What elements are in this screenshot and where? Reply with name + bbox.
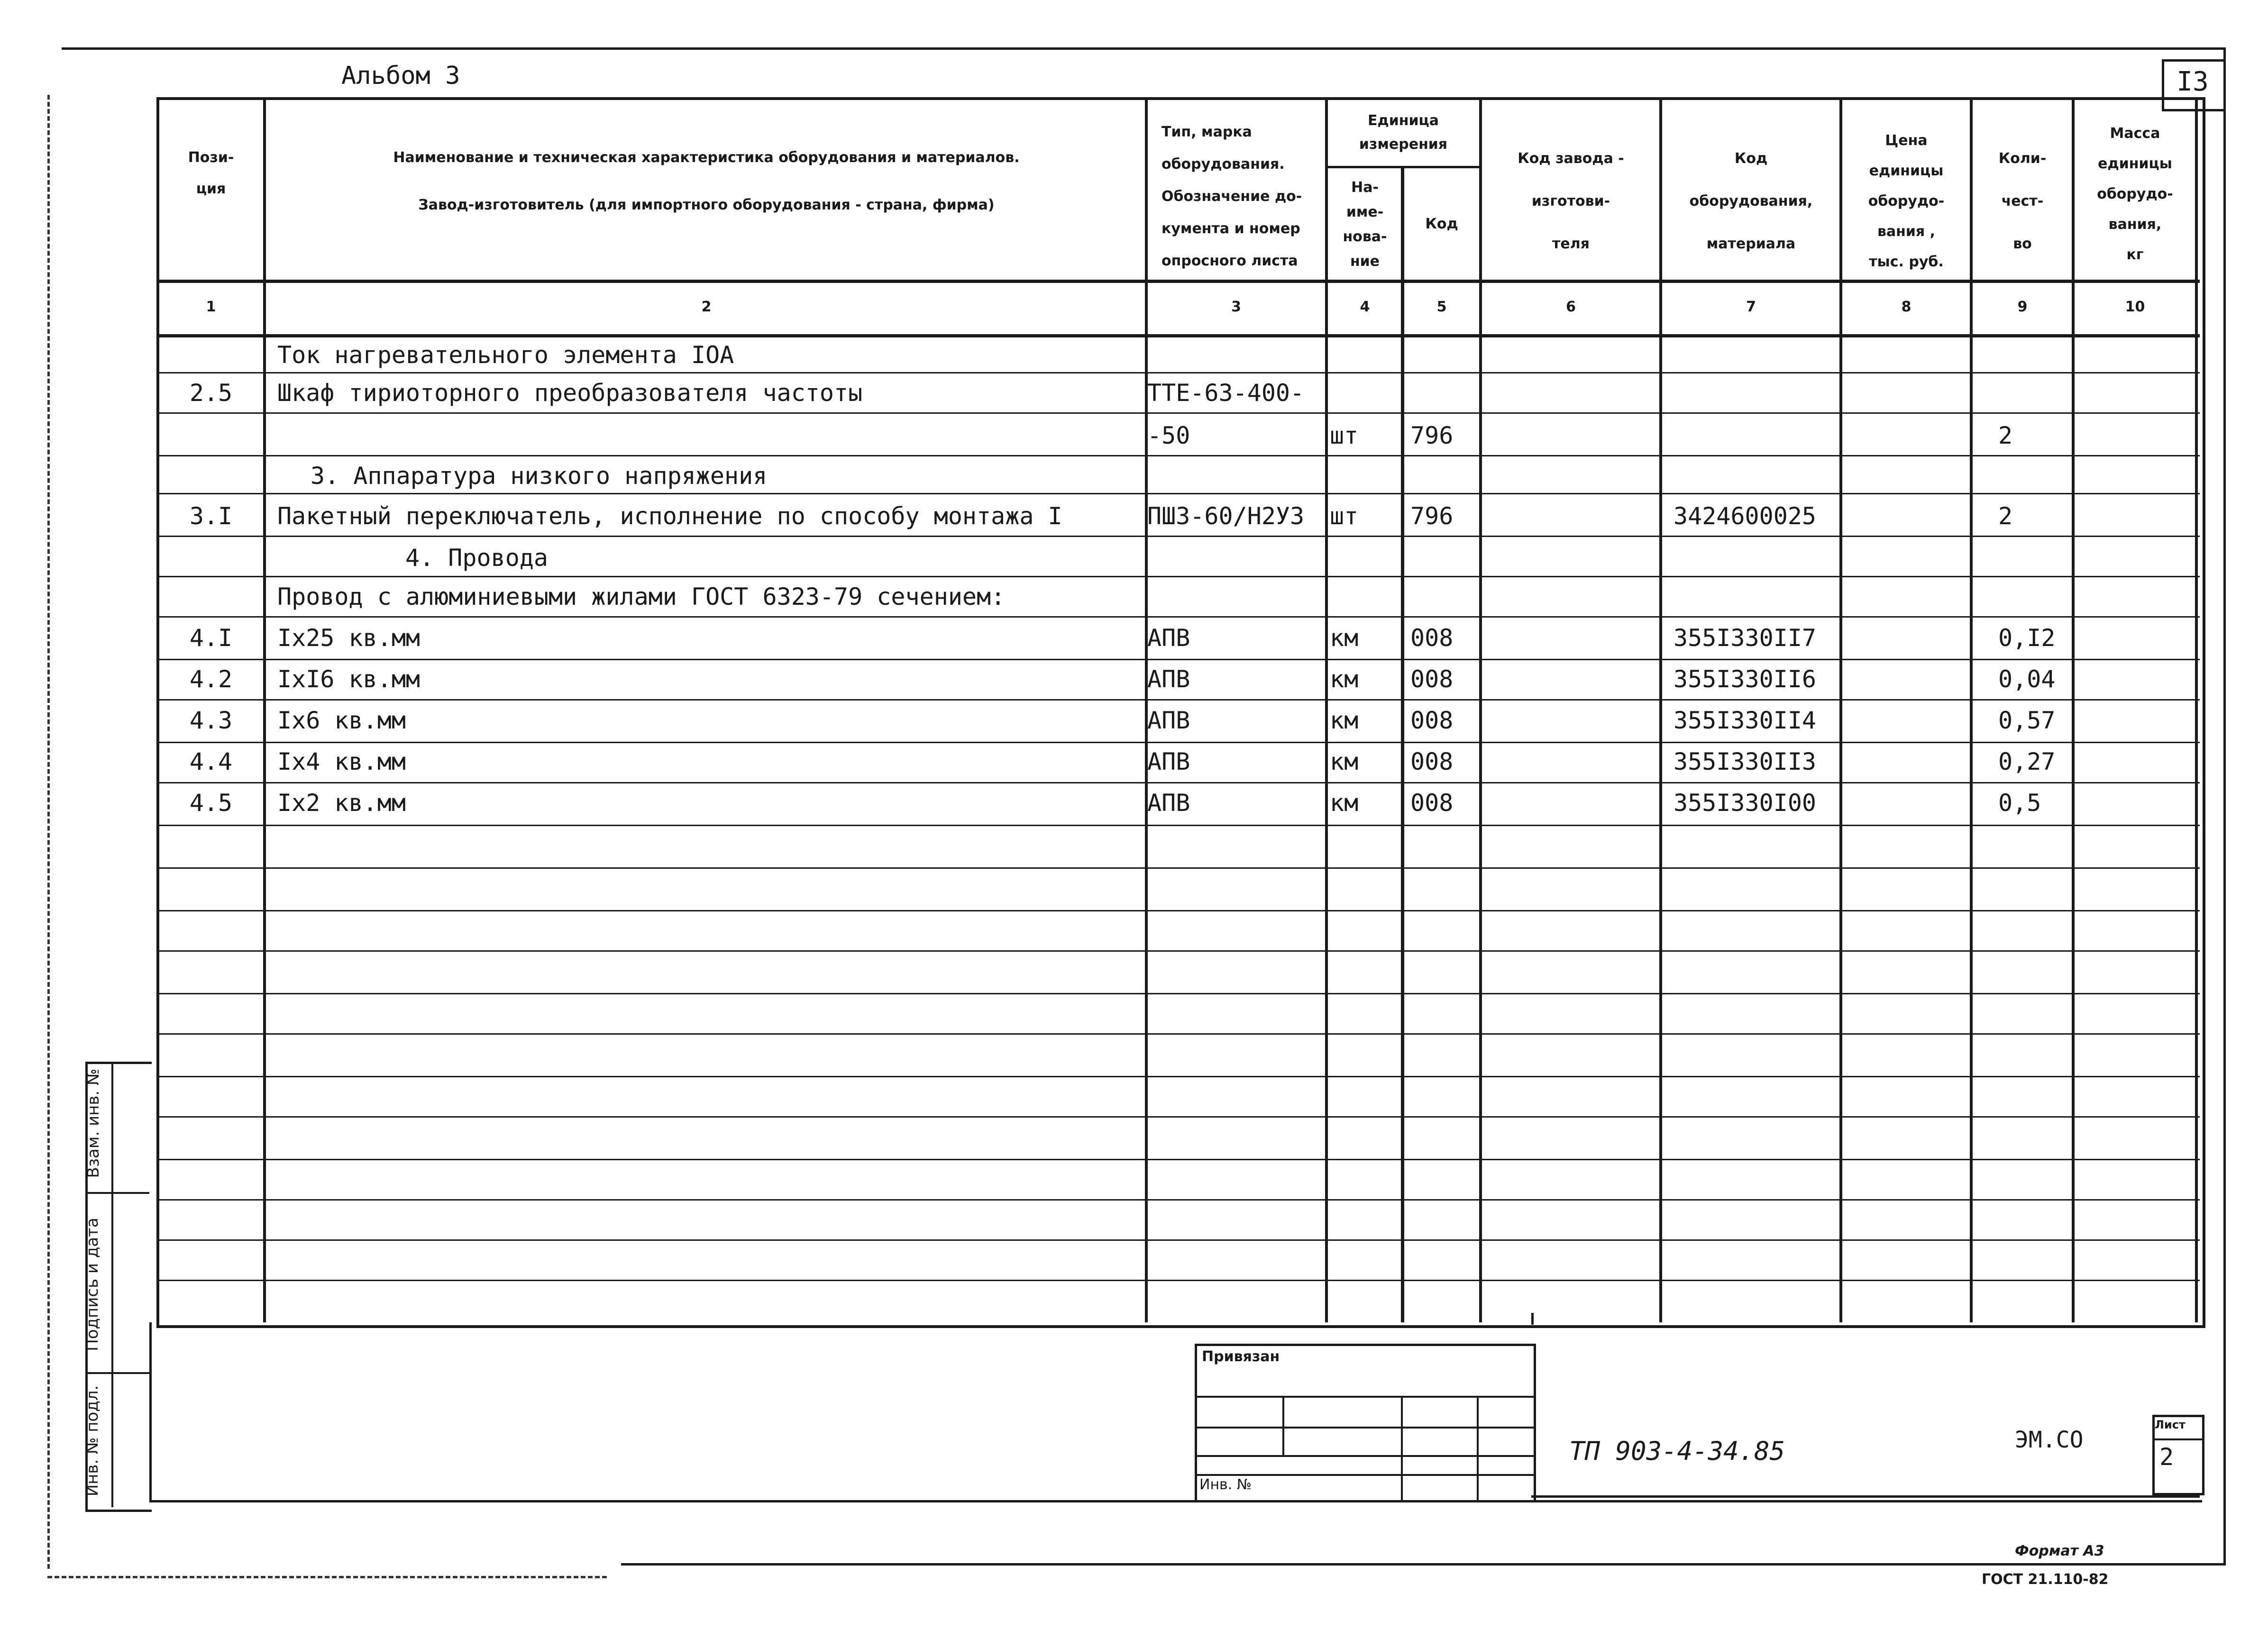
row-line [156,1199,2200,1201]
cell-name: Iх2 кв.мм [277,789,406,817]
bottom-border [621,1563,2226,1565]
doc-code-line [1531,1313,1534,1325]
cell-pos: 4.4 [189,748,233,775]
cell-qty: 0,I2 [1998,624,2056,652]
cell-code: 796 [1410,502,1454,530]
header-col1: Пози- ция [188,149,234,197]
inv-no-label: Инв. № [1199,1476,1252,1493]
colnum-4: 4 [1360,299,1370,315]
header-col10: Масса единицы оборудо- вания, кг [2097,125,2173,263]
cell-equip: 355I330II4 [1674,707,1817,734]
left-dashed-border [47,95,50,1569]
row-line [156,699,2200,701]
colnum-10: 10 [2125,299,2145,315]
cell-code: 008 [1410,707,1454,734]
header-col4: На- име- нова- ние [1343,179,1387,270]
privyazan-row-line [1195,1455,1534,1457]
colnum-7: 7 [1746,299,1756,315]
right-border [2223,47,2226,1564]
row-line [156,1076,2200,1077]
cell-name: Iх4 кв.мм [277,748,406,775]
colnum-6: 6 [1566,299,1576,315]
row-line [156,1033,2200,1035]
cell-qty: 0,5 [1998,789,2041,817]
colnum-bottom-line [156,334,2200,337]
cell-code: 008 [1410,748,1454,775]
sheet-number: I3 [2177,66,2209,97]
row-line [156,1159,2200,1160]
format-label: Формат А3 [2015,1543,2104,1559]
colnum-2: 2 [701,299,712,315]
cell-qty: 0,27 [1998,748,2056,775]
cell-qty: 2 [1998,422,2013,449]
privyazan-row-line [1195,1474,1534,1476]
row-line [156,910,2200,911]
cell-name: Пакетный переключатель, исполнение по способу монтажа I [277,502,1062,530]
cell-name: Шкаф тириоторного преобразователя частоты [277,379,863,407]
cell-code: 796 [1410,422,1454,449]
cell-type: АПВ [1147,624,1190,652]
cell-equip: 355I330II7 [1674,624,1817,652]
cell-name: 3. Аппаратура низкого напряжения [311,462,768,490]
row-line [156,1239,2200,1241]
row-line [156,782,2200,783]
top-border [62,47,2223,50]
cell-type: АПВ [1147,789,1190,817]
cell-pos: 4.3 [189,707,233,734]
cell-type: АПВ [1147,748,1190,775]
row-line [156,1280,2200,1281]
header-col7: Код оборудования, материала [1689,150,1813,252]
side-stamp-divider [85,1192,149,1194]
privyazan-row-line [1195,1396,1534,1398]
cell-equip: 355I330II6 [1674,665,1817,693]
cell-qty: 2 [1998,502,2013,530]
privyazan-col-line [1282,1396,1284,1455]
privyazan-row-line [1195,1427,1534,1429]
cell-type: -50 [1147,422,1190,449]
header-col2-line2: Завод-изготовитель (для импортного оборудования - страна, фирма) [418,197,995,213]
colnum-5: 5 [1436,299,1447,315]
row-line [156,950,2200,952]
row-line [156,742,2200,743]
cell-type: АПВ [1147,665,1190,693]
row-line [156,616,2200,618]
colnum-3: 3 [1231,299,1241,315]
col-divider [1401,166,1404,1322]
cell-type: ПШЗ-60/Н2УЗ [1147,502,1305,530]
cell-pos: 4.2 [189,665,233,693]
cell-name: 4. Провода [405,544,549,572]
header-col5: Код [1425,216,1458,232]
header-col3: Тип, марка оборудования. Обозначение до- кумента и номер опросного листа [1161,124,1302,269]
cell-unit: км [1330,748,1359,775]
privyazan-col-line [1477,1396,1479,1500]
cell-name: Провод с алюминиевыми жилами ГОСТ 6323-79 сечением: [277,583,1006,610]
cell-code: 008 [1410,665,1454,693]
row-line [156,493,2200,494]
doc-mark: ЭМ.СО [2015,1427,2084,1453]
bottom-dashed-border [47,1576,607,1578]
row-line [156,536,2200,537]
header-col8: Цена единицы оборудо- вания , тыс. руб. [1868,132,1945,270]
cell-name: Iх6 кв.мм [277,707,406,734]
header-unit-group: Единица измерения [1359,112,1448,153]
row-line [156,455,2200,456]
list-box-divider [2152,1438,2202,1440]
side-label-podpis: Подпись и дата [83,1218,102,1351]
doc-code-underline [1531,1495,2200,1498]
list-value: 2 [2159,1443,2174,1471]
privyazan-col-line [1401,1396,1403,1500]
cell-pos: 4.I [189,624,233,652]
cell-unit: км [1330,707,1359,734]
cell-pos: 4.5 [189,789,233,817]
cell-type: ТТЕ-63-400- [1147,379,1305,407]
side-label-vzam: Взам. инв. № [84,1068,103,1178]
cell-pos: 2.5 [189,379,233,407]
title-block [149,1322,2202,1502]
cell-name: Iх25 кв.мм [277,624,421,652]
cell-type: АПВ [1147,707,1190,734]
cell-unit: км [1330,665,1359,693]
header-col9: Коли- чест- во [1998,150,2047,252]
cell-qty: 0,57 [1998,707,2056,734]
album-title: Альбом 3 [341,62,460,90]
row-line [156,659,2200,660]
cell-qty: 0,04 [1998,665,2056,693]
side-stamp-divider [111,1062,113,1507]
cell-pos: 3.I [189,502,233,530]
header-col6: Код завода - изготови- теля [1518,150,1624,252]
cell-code: 008 [1410,624,1454,652]
row-line [156,867,2200,869]
cell-equip: 3424600025 [1674,502,1817,530]
cell-name: Ток нагревательного элемента IOA [277,341,734,369]
list-label: Лист [2155,1418,2186,1431]
header-bottom-line [156,280,2200,283]
privyazan-label: Привязан [1202,1348,1280,1365]
colnum-1: 1 [206,299,216,315]
unit-group-divider [1325,166,1482,168]
colnum-8: 8 [1901,299,1911,315]
cell-unit: км [1330,624,1359,652]
cell-name: IхI6 кв.мм [277,665,421,693]
cell-equip: 355I330II3 [1674,748,1817,775]
doc-code: ТП 903-4-34.85 [1569,1436,1785,1466]
side-stamp-divider [85,1372,149,1374]
cell-unit: шт [1330,422,1359,449]
colnum-9: 9 [2017,299,2028,315]
cell-unit: км [1330,789,1359,817]
cell-code: 008 [1410,789,1454,817]
row-line [156,993,2200,994]
row-line [156,412,2200,414]
header-col2-line1: Наименование и техническая характеристика оборудования и материалов. [393,149,1020,166]
side-label-inv-podl: Инв. № подл. [83,1385,102,1497]
row-line [156,1116,2200,1118]
cell-unit: шт [1330,502,1359,530]
row-line [156,576,2200,577]
row-line [156,372,2200,373]
gost-label: ГОСТ 21.110-82 [1982,1571,2109,1588]
row-line [156,825,2200,826]
cell-equip: 355I330I00 [1674,789,1817,817]
